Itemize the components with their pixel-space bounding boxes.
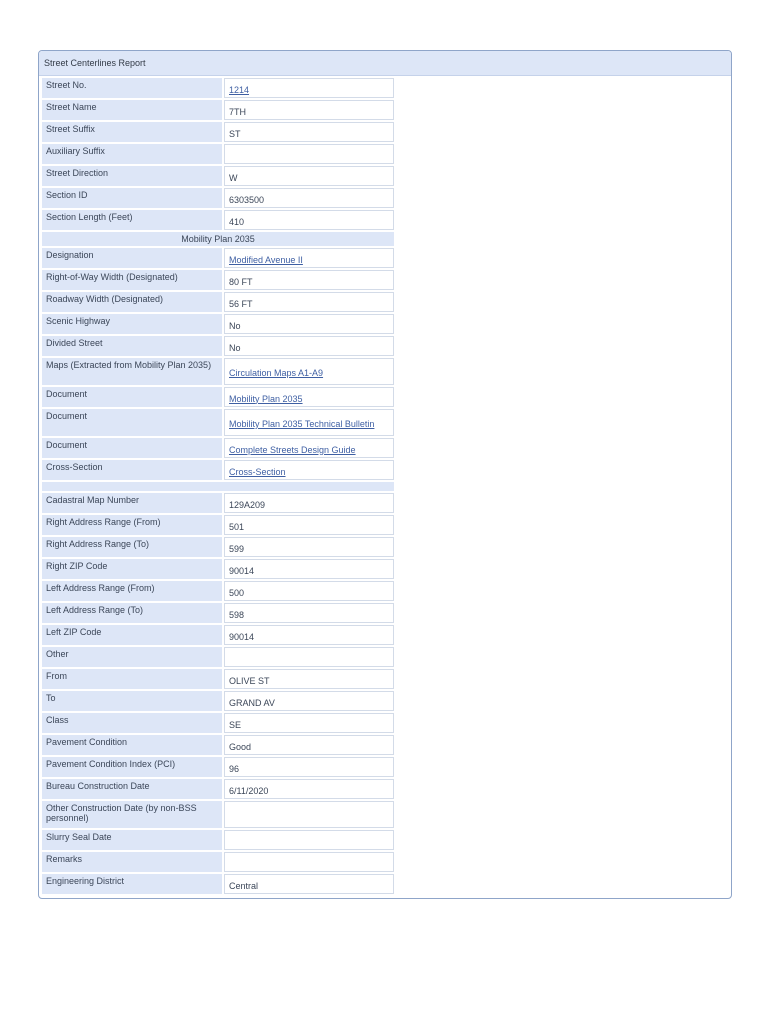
row-right-zip-code [42, 559, 394, 579]
field-label: Maps (Extracted from Mobility Plan 2035) [42, 358, 222, 385]
field-value: No [224, 336, 394, 356]
row-cross-section [42, 460, 394, 480]
field-value: 90014 [224, 625, 394, 645]
field-label: Right Address Range (From) [42, 515, 222, 535]
field-label: Right Address Range (To) [42, 537, 222, 557]
field-label: Bureau Construction Date [42, 779, 222, 799]
spacer-section [42, 482, 394, 491]
field-label: Street Name [42, 100, 222, 120]
field-label: Pavement Condition Index (PCI) [42, 757, 222, 777]
field-value-cell [224, 248, 394, 268]
field-value: 6303500 [224, 188, 394, 208]
field-value: 96 [224, 757, 394, 777]
field-label: Cadastral Map Number [42, 493, 222, 513]
row-street-name [42, 100, 394, 120]
row-right-address-range-to [42, 537, 394, 557]
row-document [42, 438, 394, 458]
field-value: 129A209 [224, 493, 394, 513]
field-value-link[interactable]: Complete Streets Design Guide [229, 444, 356, 455]
row-pavement-condition [42, 735, 394, 755]
field-value [224, 144, 394, 164]
field-value-cell [224, 460, 394, 480]
field-label: Class [42, 713, 222, 733]
row-right-of-way-width-designated [42, 270, 394, 290]
field-value: 598 [224, 603, 394, 623]
report-title: Street Centerlines Report [39, 51, 731, 76]
field-value: ST [224, 122, 394, 142]
spacer-row [42, 482, 394, 491]
report-panel [38, 50, 732, 899]
row-from [42, 669, 394, 689]
field-value: 90014 [224, 559, 394, 579]
field-label: Street Suffix [42, 122, 222, 142]
field-value: 501 [224, 515, 394, 535]
field-value: Central [224, 874, 394, 894]
row-roadway-width-designated [42, 292, 394, 312]
row-section-length-feet [42, 210, 394, 230]
row-slurry-seal-date [42, 830, 394, 850]
field-value: 7TH [224, 100, 394, 120]
field-label: Right ZIP Code [42, 559, 222, 579]
field-label: Document [42, 387, 222, 407]
field-value: GRAND AV [224, 691, 394, 711]
field-label: Document [42, 438, 222, 458]
field-value-cell [224, 387, 394, 407]
row-divided-street [42, 336, 394, 356]
row-left-address-range-from [42, 581, 394, 601]
section-divider [42, 482, 394, 491]
row-street-suffix [42, 122, 394, 142]
field-value [224, 647, 394, 667]
row-street-no [42, 78, 394, 98]
field-label: Other [42, 647, 222, 667]
field-value [224, 830, 394, 850]
row-document [42, 409, 394, 436]
field-label: From [42, 669, 222, 689]
field-label: Document [42, 409, 222, 436]
row-right-address-range-from [42, 515, 394, 535]
field-value: 500 [224, 581, 394, 601]
report-table [40, 76, 396, 896]
field-label: Roadway Width (Designated) [42, 292, 222, 312]
field-label: Section Length (Feet) [42, 210, 222, 230]
field-value-cell [224, 438, 394, 458]
field-label: Right-of-Way Width (Designated) [42, 270, 222, 290]
row-section-id [42, 188, 394, 208]
mobility-plan-header: Mobility Plan 2035 [42, 232, 394, 246]
field-value: 56 FT [224, 292, 394, 312]
field-value: OLIVE ST [224, 669, 394, 689]
row-auxiliary-suffix [42, 144, 394, 164]
field-value-cell [224, 409, 394, 436]
field-label: Left ZIP Code [42, 625, 222, 645]
row-maps-extracted-from-mobility-plan-2035 [42, 358, 394, 385]
field-value [224, 852, 394, 872]
field-label: Scenic Highway [42, 314, 222, 334]
field-label: To [42, 691, 222, 711]
field-value-link[interactable]: Circulation Maps A1-A9 [229, 368, 324, 378]
field-label: Auxiliary Suffix [42, 144, 222, 164]
field-value-cell [224, 78, 394, 98]
field-label: Slurry Seal Date [42, 830, 222, 850]
field-label: Designation [42, 248, 222, 268]
field-label: Left Address Range (To) [42, 603, 222, 623]
row-left-zip-code [42, 625, 394, 645]
field-label: Street Direction [42, 166, 222, 186]
field-value-link[interactable]: Modified Avenue II [229, 254, 303, 265]
field-value: 80 FT [224, 270, 394, 290]
group-mobility [42, 248, 394, 480]
section-header-row [42, 232, 394, 246]
row-bureau-construction-date [42, 779, 394, 799]
mobility-section [42, 232, 394, 246]
row-designation [42, 248, 394, 268]
field-label: Cross-Section [42, 460, 222, 480]
field-value-link[interactable]: Mobility Plan 2035 [229, 393, 303, 404]
field-label: Engineering District [42, 874, 222, 894]
field-value-link[interactable]: Cross-Section [229, 466, 286, 477]
row-cadastral-map-number [42, 493, 394, 513]
field-label: Street No. [42, 78, 222, 98]
row-class [42, 713, 394, 733]
field-value: W [224, 166, 394, 186]
field-label: Divided Street [42, 336, 222, 356]
row-engineering-district [42, 874, 394, 894]
field-label: Left Address Range (From) [42, 581, 222, 601]
group-address-info [42, 493, 394, 894]
field-value: Good [224, 735, 394, 755]
field-label: Remarks [42, 852, 222, 872]
field-label: Section ID [42, 188, 222, 208]
field-value: SE [224, 713, 394, 733]
field-value-cell [224, 358, 394, 385]
row-street-direction [42, 166, 394, 186]
field-value: 599 [224, 537, 394, 557]
row-scenic-highway [42, 314, 394, 334]
field-value-link[interactable]: 1214 [229, 84, 250, 95]
field-label: Pavement Condition [42, 735, 222, 755]
field-label: Other Construction Date (by non-BSS personnel) [42, 801, 222, 828]
row-left-address-range-to [42, 603, 394, 623]
row-other [42, 647, 394, 667]
row-other-construction-date-by-non-bss-personnel [42, 801, 394, 828]
row-document [42, 387, 394, 407]
row-to [42, 691, 394, 711]
field-value: No [224, 314, 394, 334]
field-value: 6/11/2020 [224, 779, 394, 799]
row-pavement-condition-index-pci [42, 757, 394, 777]
group-street-info [42, 78, 394, 230]
field-value [224, 801, 394, 828]
field-value: 410 [224, 210, 394, 230]
field-value-link[interactable]: Mobility Plan 2035 Technical Bulletin [229, 419, 375, 429]
row-remarks [42, 852, 394, 872]
